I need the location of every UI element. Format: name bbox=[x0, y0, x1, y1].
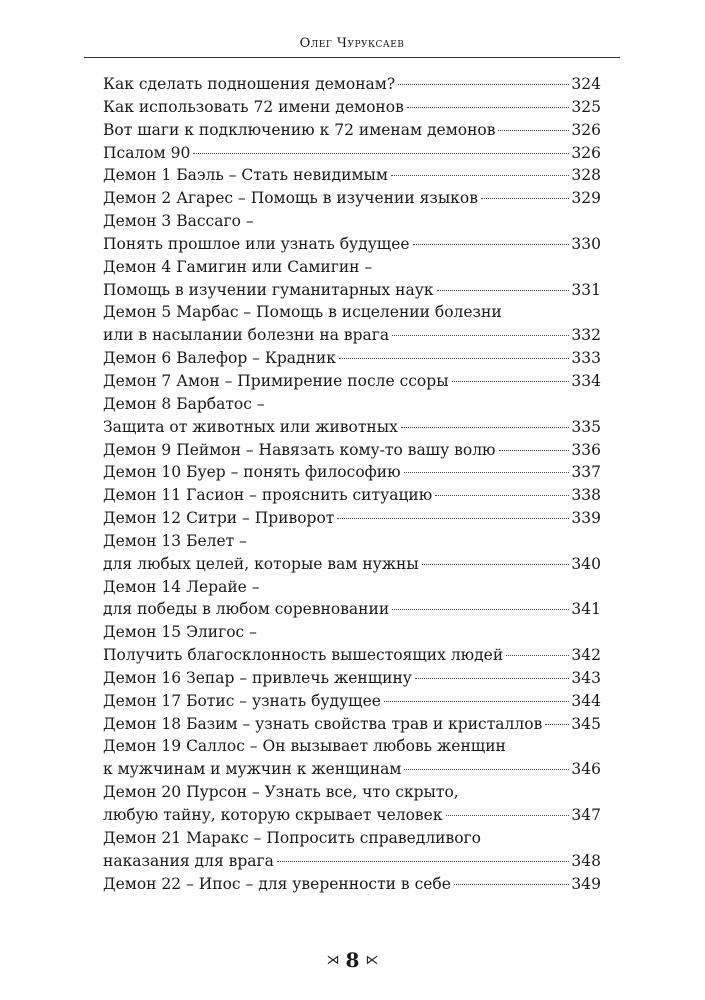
toc-entry-title: Как использовать 72 имени демонов bbox=[103, 97, 404, 116]
toc-entry bbox=[103, 73, 601, 96]
dot-leader bbox=[407, 107, 570, 108]
dot-leader bbox=[413, 244, 570, 245]
toc-entry bbox=[103, 690, 601, 713]
toc-entry-page: 330 bbox=[571, 234, 601, 253]
toc-entry-title: любую тайну, которую скрывает человек bbox=[103, 806, 443, 824]
dot-leader bbox=[435, 495, 569, 496]
toc-entry bbox=[103, 873, 601, 896]
dot-leader bbox=[392, 335, 569, 336]
right-ornament-icon: ⋉ bbox=[365, 952, 379, 968]
page-number: 8 bbox=[345, 948, 360, 972]
toc-entry-page: 329 bbox=[571, 189, 601, 208]
toc-entry-title: или в насылании болезни на врага bbox=[103, 326, 390, 345]
toc-entry-page: 325 bbox=[571, 97, 601, 116]
toc-entry bbox=[103, 530, 601, 553]
toc-entry bbox=[103, 347, 601, 370]
toc-entry-title: Демон 22 – Ипос – для уверенности в себе bbox=[103, 874, 451, 893]
toc-entry-title: к мужчинам и мужчин к женщинам bbox=[103, 760, 402, 779]
toc-entry-page: 326 bbox=[571, 143, 601, 162]
toc-entry-title: Демон 1 Баэль – Стать невидимым bbox=[103, 166, 388, 185]
toc-entry bbox=[103, 553, 601, 576]
dot-leader bbox=[506, 655, 569, 656]
toc-entry-title: Демон 20 Пурсон – Узнать все, что скрыто, bbox=[103, 783, 459, 802]
toc-entry bbox=[103, 210, 601, 233]
dot-leader bbox=[498, 130, 569, 131]
toc-entry bbox=[103, 576, 601, 599]
dot-leader bbox=[415, 678, 570, 679]
page-footer bbox=[0, 948, 705, 972]
toc-entry-title: для победы в любом соревновании bbox=[103, 600, 390, 619]
toc-entry-title: Демон 15 Элигос – bbox=[103, 623, 257, 642]
dot-leader bbox=[337, 518, 569, 519]
toc-entry bbox=[103, 301, 601, 324]
toc-entry-page: 324 bbox=[571, 75, 601, 93]
toc-entry-page: 336 bbox=[571, 440, 601, 459]
toc-entry-title: Помощь в изучении гуманитарных наук bbox=[103, 280, 434, 299]
toc-entry bbox=[103, 393, 601, 416]
toc-entry bbox=[103, 735, 601, 758]
dot-leader bbox=[422, 564, 570, 565]
toc-entry-title: Демон 14 Лерайе – bbox=[103, 577, 260, 596]
toc-entry bbox=[103, 621, 601, 644]
toc-entry bbox=[103, 142, 601, 165]
table-of-contents bbox=[103, 73, 601, 895]
toc-entry-title: Демон 12 Ситри – Приворот bbox=[103, 509, 335, 528]
toc-entry-title: Демон 17 Ботис – узнать будущее bbox=[103, 691, 381, 710]
toc-entry-title: Демон 18 Базим – узнать свойства трав и кристаллов bbox=[103, 714, 543, 733]
toc-entry bbox=[103, 233, 601, 256]
toc-entry-page: 344 bbox=[571, 691, 601, 710]
header-rule bbox=[84, 57, 620, 58]
dot-leader bbox=[499, 450, 570, 451]
toc-entry-page: 338 bbox=[571, 486, 601, 505]
left-ornament-icon: ⋊ bbox=[326, 952, 340, 968]
toc-entry-page: 337 bbox=[571, 463, 601, 482]
toc-entry-title: наказания для врага bbox=[103, 851, 274, 870]
toc-entry bbox=[103, 758, 601, 781]
toc-entry bbox=[103, 324, 601, 347]
toc-entry bbox=[103, 164, 601, 187]
toc-entry-page: 349 bbox=[571, 874, 601, 893]
toc-entry bbox=[103, 827, 601, 850]
toc-entry-title: Вот шаги к подключению к 72 именам демонов bbox=[103, 120, 496, 139]
dot-leader bbox=[277, 861, 569, 862]
toc-entry-page: 348 bbox=[571, 851, 601, 870]
toc-entry bbox=[103, 850, 601, 873]
toc-entry bbox=[103, 439, 601, 462]
toc-entry bbox=[103, 713, 601, 736]
toc-entry-page: 346 bbox=[571, 760, 601, 779]
toc-entry bbox=[103, 644, 601, 667]
toc-entry bbox=[103, 416, 601, 439]
toc-entry-title: Псалом 90 bbox=[103, 143, 191, 162]
toc-entry-title: для любых целей, которые вам нужны bbox=[103, 554, 419, 573]
toc-entry-title: Демон 2 Агарес – Помощь в изучении языков bbox=[103, 189, 478, 208]
toc-entry bbox=[103, 507, 601, 530]
toc-entry-title: Демон 16 Зепар – привлечь женщину bbox=[103, 668, 412, 687]
toc-entry-page: 328 bbox=[571, 166, 601, 185]
toc-entry-title: Получить благосклонность вышестоящих людей bbox=[103, 646, 504, 665]
dot-leader bbox=[446, 815, 570, 816]
toc-entry-title: Демон 6 Валефор – Крадник bbox=[103, 349, 336, 368]
toc-entry-page: 326 bbox=[571, 120, 601, 139]
toc-entry-title: Демон 5 Марбас – Помощь в исцелении болезни bbox=[103, 303, 502, 322]
toc-entry bbox=[103, 484, 601, 507]
toc-entry-page: 331 bbox=[571, 280, 601, 299]
toc-entry bbox=[103, 119, 601, 142]
toc-entry bbox=[103, 279, 601, 302]
toc-entry-page: 335 bbox=[571, 417, 601, 436]
toc-entry-title: Демон 8 Барбатос – bbox=[103, 394, 265, 413]
toc-entry-title: Демон 13 Белет – bbox=[103, 531, 247, 550]
toc-entry bbox=[103, 781, 601, 804]
toc-entry-title: Как сделать подношения демонам? bbox=[103, 75, 396, 93]
dot-leader bbox=[404, 769, 569, 770]
toc-entry-title: Понять прошлое или узнать будущее bbox=[103, 234, 410, 253]
running-header-author: Олег Чуруксаев bbox=[299, 36, 405, 51]
dot-leader bbox=[401, 427, 570, 428]
toc-entry-title: Демон 11 Гасион – прояснить ситуацию bbox=[103, 486, 433, 505]
dot-leader bbox=[454, 884, 569, 885]
toc-entry bbox=[103, 256, 601, 279]
dot-leader bbox=[384, 701, 569, 702]
toc-entry-title: Защита от животных или животных bbox=[103, 417, 398, 436]
toc-entry bbox=[103, 370, 601, 393]
toc-entry-title: Демон 7 Амон – Примирение после ссоры bbox=[103, 371, 449, 390]
toc-entry-page: 343 bbox=[571, 668, 601, 687]
toc-entry-page: 334 bbox=[571, 371, 601, 390]
dot-leader bbox=[545, 724, 569, 725]
dot-leader bbox=[339, 358, 570, 359]
dot-leader bbox=[452, 381, 570, 382]
toc-entry bbox=[103, 598, 601, 621]
toc-entry-title: Демон 9 Пеймон – Навязать кому-то вашу волю bbox=[103, 440, 496, 459]
toc-entry-page: 340 bbox=[571, 554, 601, 573]
dot-leader bbox=[398, 84, 569, 85]
toc-entry-page: 341 bbox=[571, 600, 601, 619]
toc-entry bbox=[103, 96, 601, 119]
toc-entry-page: 345 bbox=[571, 714, 601, 733]
toc-entry-title: Демон 4 Гамигин или Самигин – bbox=[103, 257, 373, 276]
toc-entry-page: 339 bbox=[571, 509, 601, 528]
dot-leader bbox=[404, 472, 570, 473]
dot-leader bbox=[391, 175, 569, 176]
toc-entry-title: Демон 10 Буер – понять философию bbox=[103, 463, 401, 482]
dot-leader bbox=[392, 609, 569, 610]
toc-entry bbox=[103, 667, 601, 690]
toc-entry-page: 342 bbox=[571, 646, 601, 665]
toc-entry-page: 333 bbox=[571, 349, 601, 368]
dot-leader bbox=[193, 153, 569, 154]
toc-entry-title: Демон 3 Вассаго – bbox=[103, 212, 254, 231]
toc-entry bbox=[103, 461, 601, 484]
toc-entry-title: Демон 21 Маракс – Попросить справедливого bbox=[103, 828, 482, 847]
toc-entry-title: Демон 19 Саллос – Он вызывает любовь женщин bbox=[103, 737, 506, 756]
toc-entry bbox=[103, 187, 601, 210]
dot-leader bbox=[437, 290, 570, 291]
toc-entry-page: 347 bbox=[571, 806, 601, 824]
toc-entry bbox=[103, 804, 601, 827]
dot-leader bbox=[481, 198, 569, 199]
toc-entry-page: 332 bbox=[571, 326, 601, 345]
